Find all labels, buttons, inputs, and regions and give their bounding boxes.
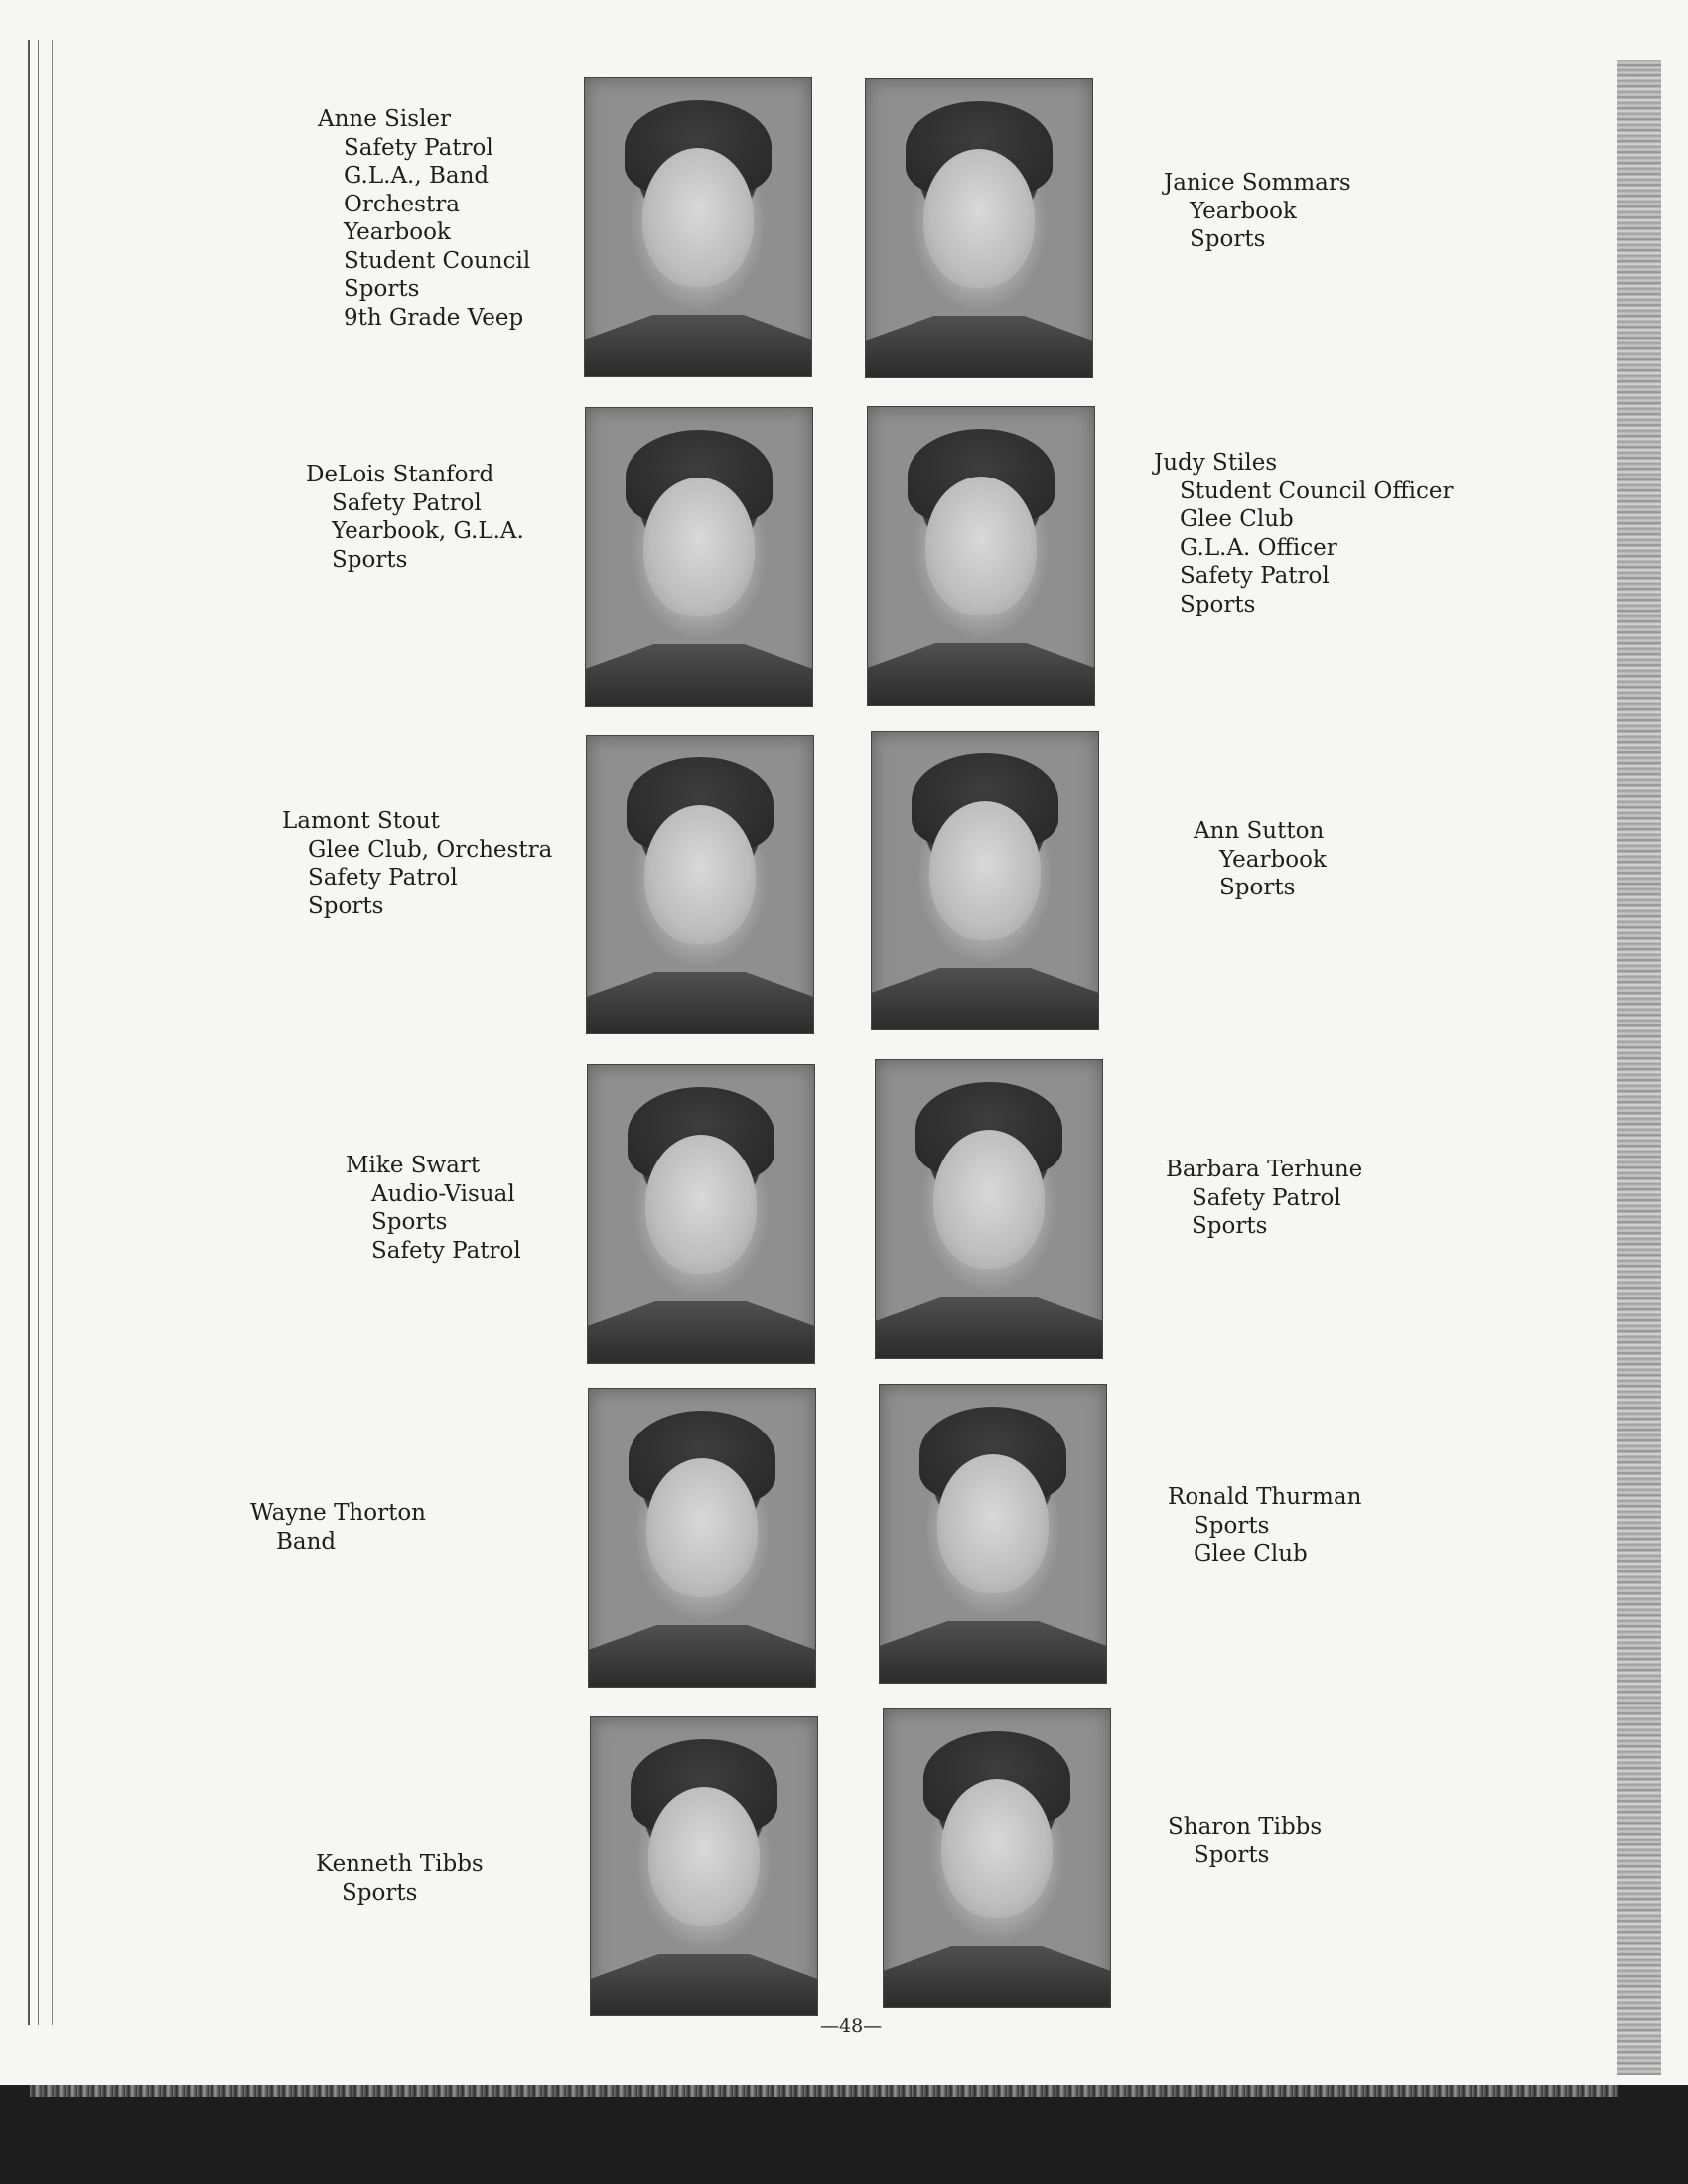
- student-activity: Sports: [332, 546, 408, 573]
- photo-lamont-stout: [586, 735, 814, 1034]
- student-activity: Yearbook: [1219, 846, 1327, 873]
- scan-edge-shadow: [1617, 60, 1661, 2075]
- binding-margin-lines: [28, 40, 53, 2025]
- photo-mike-swart: [587, 1064, 815, 1364]
- photo-ann-sutton: [871, 731, 1099, 1030]
- student-entry: [1166, 1156, 1362, 1241]
- student-entry: [1168, 1483, 1361, 1569]
- student-name: DeLois Stanford: [306, 462, 494, 487]
- photo-barbara-terhune: [875, 1059, 1103, 1359]
- photo-janice-sommars: [865, 78, 1093, 378]
- student-activity: Sports: [308, 892, 384, 919]
- student-entry: [306, 461, 524, 574]
- student-name: Barbara Terhune: [1166, 1157, 1363, 1182]
- student-activity: Safety Patrol: [332, 489, 482, 516]
- student-activity: Safety Patrol: [344, 134, 493, 161]
- student-activity: Yearbook, G.L.A.: [332, 518, 524, 544]
- photo-sharon-tibbs: [883, 1708, 1111, 2008]
- photo-delois-stanford: [585, 407, 813, 707]
- student-activity: Band: [276, 1528, 337, 1555]
- photo-wayne-thorton: [588, 1388, 816, 1688]
- student-entry: [1154, 449, 1454, 618]
- student-entry: [1164, 169, 1351, 254]
- student-activity: 9th Grade Veep: [344, 304, 524, 331]
- student-activity: Yearbook: [1190, 198, 1297, 224]
- student-activity: Glee Club: [1194, 1541, 1308, 1567]
- student-name: Judy Stiles: [1154, 450, 1278, 476]
- student-activity: Student Council: [344, 247, 531, 274]
- student-entry: [250, 1499, 426, 1556]
- student-activity: Glee Club: [1180, 506, 1294, 532]
- photo-anne-sisler: [584, 77, 812, 377]
- student-entry: [282, 807, 552, 920]
- student-name: Wayne Thorton: [250, 1500, 426, 1526]
- student-activity: Orchestra: [344, 191, 460, 217]
- student-name: Ann Sutton: [1194, 818, 1325, 844]
- scan-bottom-border: [0, 2085, 1688, 2184]
- student-activity: Sports: [1194, 1842, 1270, 1868]
- student-entry: [346, 1152, 521, 1265]
- student-entry: [316, 1850, 484, 1907]
- student-entry: [1194, 817, 1327, 902]
- student-activity: Sports: [371, 1209, 448, 1235]
- student-name: Kenneth Tibbs: [316, 1851, 484, 1877]
- student-name: Ronald Thurman: [1168, 1484, 1362, 1510]
- student-entry: [318, 105, 530, 332]
- photo-judy-stiles: [867, 406, 1095, 706]
- student-activity: Yearbook: [344, 219, 451, 245]
- student-activity: Sports: [1192, 1213, 1268, 1239]
- student-activity: G.L.A. Officer: [1180, 534, 1337, 561]
- student-activity: Sports: [1180, 591, 1256, 617]
- student-activity: Safety Patrol: [1192, 1184, 1341, 1211]
- student-activity: Sports: [342, 1879, 418, 1906]
- student-name: Sharon Tibbs: [1168, 1814, 1323, 1840]
- student-activity: Safety Patrol: [1180, 563, 1330, 589]
- student-activity: G.L.A., Band: [344, 163, 490, 189]
- student-name: Mike Swart: [346, 1153, 481, 1178]
- student-activity: Sports: [344, 276, 420, 302]
- student-activity: Safety Patrol: [371, 1237, 521, 1264]
- photo-ronald-thurman: [879, 1384, 1107, 1684]
- student-activity: Student Council Officer: [1180, 478, 1454, 504]
- student-name: Lamont Stout: [282, 808, 440, 834]
- student-activity: Sports: [1219, 875, 1296, 900]
- student-activity: Sports: [1190, 226, 1266, 252]
- photo-kenneth-tibbs: [590, 1716, 818, 2016]
- page-number: —48—: [820, 2015, 883, 2037]
- student-activity: Audio-Visual: [371, 1180, 515, 1207]
- student-activity: Safety Patrol: [308, 865, 458, 890]
- student-activity: Sports: [1194, 1512, 1270, 1539]
- student-entry: [1168, 1813, 1322, 1869]
- student-name: Anne Sisler: [318, 106, 452, 132]
- student-name: Janice Sommars: [1164, 170, 1351, 196]
- student-activity: Glee Club, Orchestra: [308, 836, 553, 863]
